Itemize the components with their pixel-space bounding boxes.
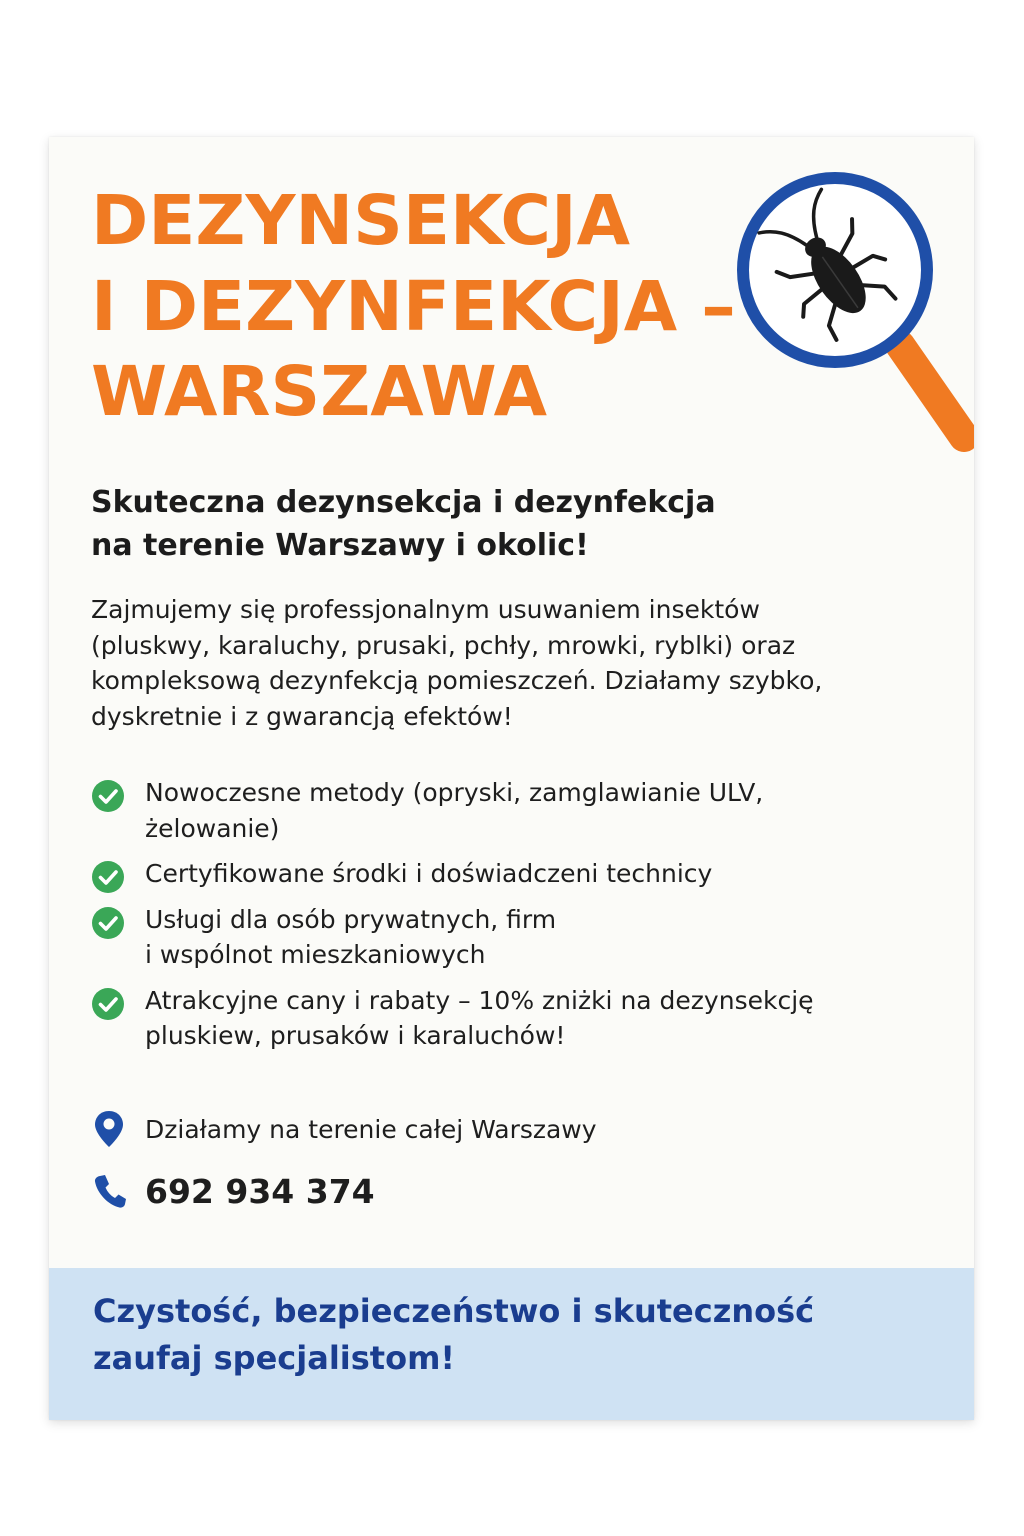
magnifying-glass-icon (732, 167, 974, 452)
footer-line: zaufaj specjalistom! (93, 1339, 456, 1378)
feature-text: i wspólnot mieszkaniowych (145, 940, 486, 969)
check-circle-icon (91, 860, 125, 894)
feature-text: Atrakcyjne cany i rabaty – 10% zniżki na dezynsekcję (145, 985, 814, 1015)
intro-paragraph (91, 592, 951, 734)
footer-line: Czystość, bezpieczeństwo i skuteczność (93, 1292, 815, 1330)
feature-text: żelowanie) (145, 813, 280, 843)
phone-row[interactable] (91, 1171, 375, 1211)
check-circle-icon (91, 987, 125, 1021)
feature-text: Usługi dla osób prywatnych, firm (145, 904, 557, 934)
list-item (91, 902, 951, 973)
location-text: Działamy na terenie całej Warszawy (145, 1114, 597, 1144)
headline-line: WARSZAWA (91, 352, 547, 433)
feature-list (91, 775, 951, 1064)
phone-number[interactable]: 692 934 374 (145, 1171, 375, 1211)
headline-line: DEZYNSEKCJA (91, 181, 631, 261)
check-circle-icon (91, 906, 125, 940)
feature-text: Certyfikowane środki i doświadczeni technicy (145, 859, 713, 888)
list-item (91, 856, 951, 892)
subtitle (91, 482, 851, 567)
headline-line: I DEZYNFEKCJA – (91, 266, 736, 347)
list-item (91, 983, 951, 1054)
list-item (91, 775, 951, 846)
location-row (91, 1109, 597, 1149)
intro-line: (pluskwy, karaluchy, prusaki, pchły, mrowki, ryblki) oraz (91, 630, 796, 660)
feature-text: Nowoczesne metody (opryski, zamglawianie ULV, (145, 778, 764, 807)
phone-icon (91, 1171, 127, 1211)
intro-line: Zajmujemy się professjonalnym usuwaniem insektów (91, 595, 760, 624)
intro-line: kompleksową dezynfekcją pomieszczeń. Działamy szybko, (91, 666, 823, 695)
subtitle-line: Skuteczna dezynsekcja i dezynfekcja (91, 485, 716, 520)
feature-text: pluskiew, prusaków i karaluchów! (145, 1021, 566, 1050)
headline (91, 179, 736, 436)
intro-line: dyskretnie i z gwarancją efektów! (91, 701, 513, 731)
check-circle-icon (91, 779, 125, 813)
flyer-poster (49, 137, 974, 1420)
subtitle-line: na terenie Warszawy i okolic! (91, 527, 589, 563)
footer-slogan (93, 1288, 814, 1383)
map-pin-icon (91, 1109, 127, 1149)
footer-banner (49, 1268, 974, 1420)
